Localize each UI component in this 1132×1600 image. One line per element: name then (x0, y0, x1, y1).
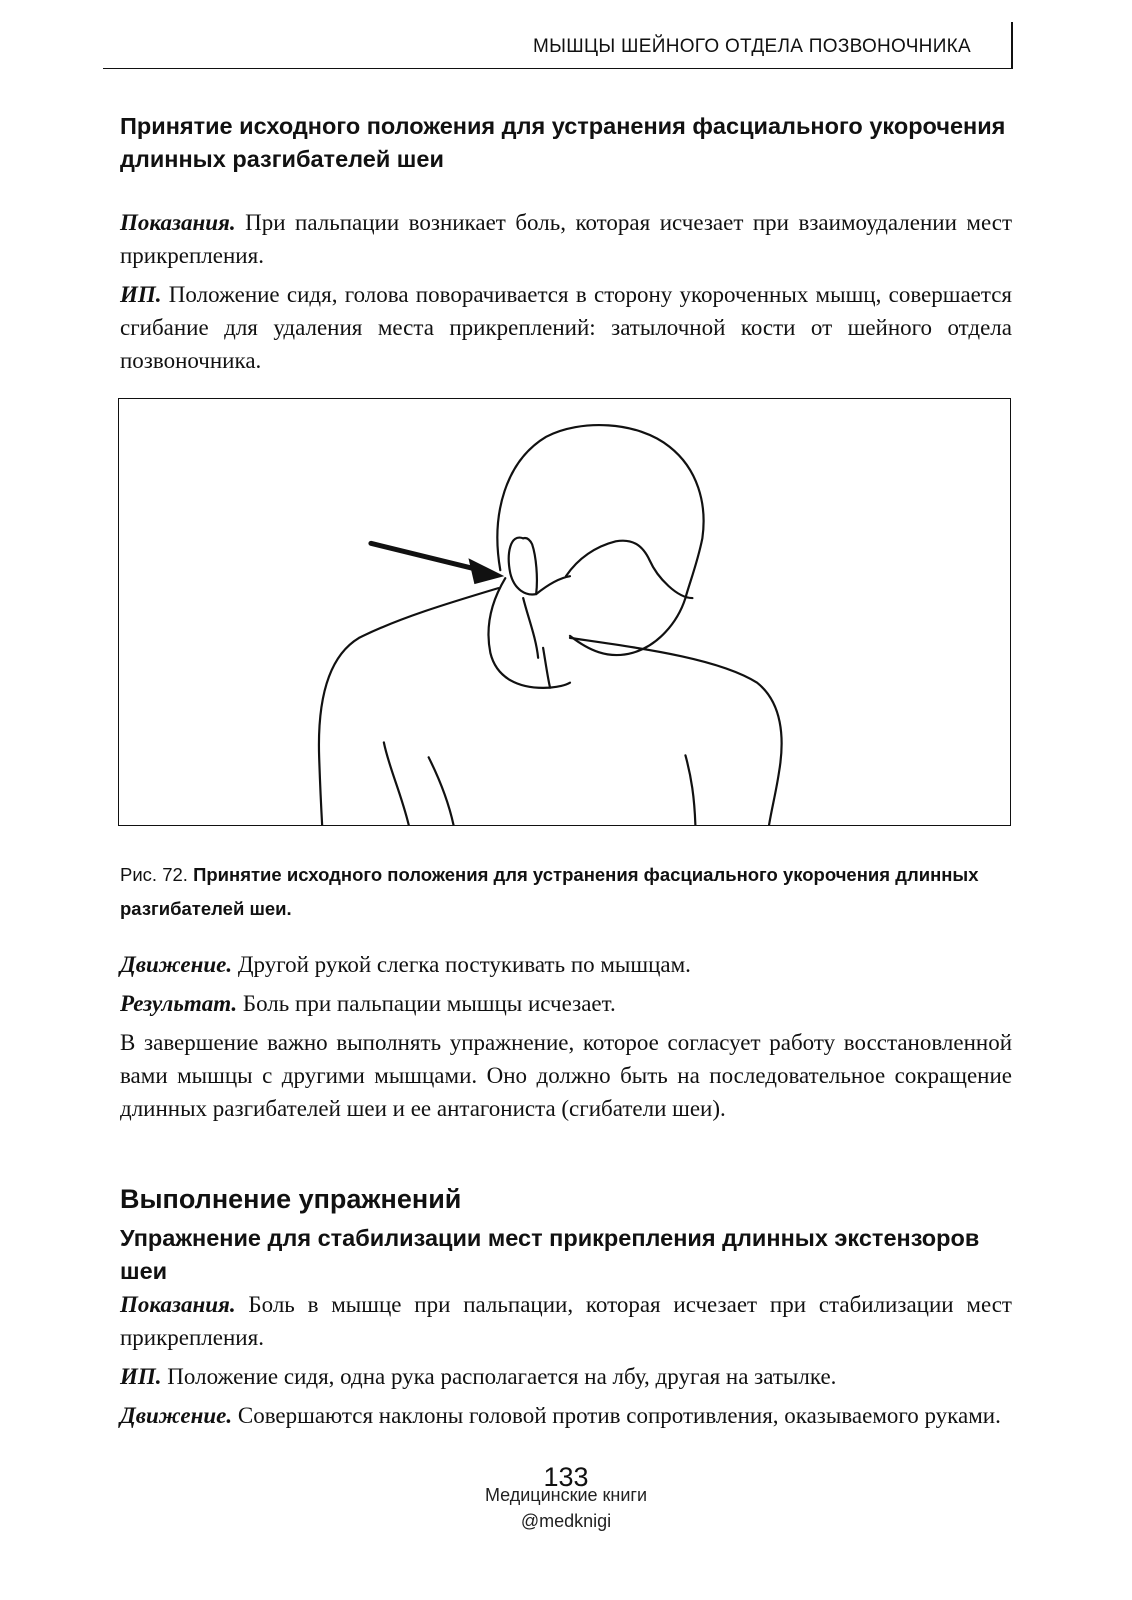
page-number: 133 (543, 1462, 589, 1492)
movement-paragraph-2 (120, 1399, 1012, 1432)
section-1-body (120, 206, 1012, 383)
header-vertical-rule (1011, 22, 1013, 68)
watermark-line-2: @medknigi (520, 1511, 612, 1531)
ear-outline (509, 538, 537, 595)
ip-text: Положение сидя, голова поворачивается в сторону укороченных мышц, совершается сгибание для удаления места прикреплений: затылочной кости от шейного отдела позвоночника. (120, 282, 1012, 373)
figure-caption-text: Принятие исходного положения для устранения фасциального укорочения длинных разгибателей шеи. (120, 864, 979, 919)
movement-text-2: Совершаются наклоны головой против сопротивления, оказываемого руками. (232, 1403, 1001, 1428)
left-shoulder (319, 588, 498, 825)
conclusion-paragraph: В завершение важно выполнять упражнение, которое согласует работу восстановленной вами мышцы с другими мышцами. Оно должно быть на последовательное сокращение длинных разгибателей шеи и ее антагониста (сгибатели шеи). (120, 1030, 1012, 1121)
arrow-shaft (371, 543, 480, 570)
neck-illustration (119, 399, 1010, 825)
running-header (103, 30, 1013, 69)
indications-paragraph-2 (120, 1288, 1012, 1354)
indications-paragraph (120, 206, 1012, 272)
figure-72 (118, 398, 1011, 826)
indications-label-2: Показания. (120, 1292, 236, 1317)
indications-label: Показания. (120, 210, 236, 235)
figure-caption (120, 858, 1012, 926)
result-text: Боль при пальпации мышцы исчезает. (237, 991, 616, 1016)
face-outline (566, 541, 692, 598)
result-label: Результат. (120, 991, 238, 1016)
watermark-line-1: Медицинские книги (484, 1485, 648, 1505)
movement-text: Другой рукой слегка постукивать по мышцам. (232, 952, 691, 977)
watermark (0, 1482, 1132, 1534)
section-2 (120, 948, 1012, 1131)
indications-text: При пальпации возникает боль, которая исчезает при взаимоудалении мест прикрепления. (120, 210, 1012, 268)
right-shoulder (570, 638, 782, 825)
ip-paragraph (120, 278, 1012, 377)
ip-paragraph-2 (120, 1360, 1012, 1393)
movement-label-2: Движение. (120, 1403, 233, 1428)
movement-label: Движение. (120, 952, 233, 977)
figure-caption-label: Рис. 72. (120, 864, 194, 885)
section-3 (120, 1182, 1012, 1438)
indications-text-2: Боль в мышце при пальпации, которая исчезает при стабилизации мест прикрепления. (120, 1292, 1012, 1350)
section-3-subtitle: Упражнение для стабилизации мест прикрепления длинных экстензоров шеи (120, 1225, 980, 1284)
section-1 (120, 110, 1012, 176)
movement-paragraph (120, 948, 1012, 981)
ip-text-2: Положение сидя, одна рука располагается на лбу, другая на затылке. (161, 1364, 837, 1389)
section-3-title: Выполнение упражнений (120, 1184, 462, 1214)
left-arm-line (384, 742, 409, 825)
right-arm-line (685, 755, 695, 825)
result-paragraph (120, 987, 1012, 1020)
ip-label: ИП. (120, 282, 162, 307)
running-title: МЫШЦЫ ШЕЙНОГО ОТДЕЛА ПОЗВОНОЧНИКА (533, 36, 971, 57)
ip-label-2: ИП. (120, 1364, 162, 1389)
section-1-title: Принятие исходного положения для устранения фасциального укорочения длинных разгибателей шеи (120, 113, 1006, 172)
